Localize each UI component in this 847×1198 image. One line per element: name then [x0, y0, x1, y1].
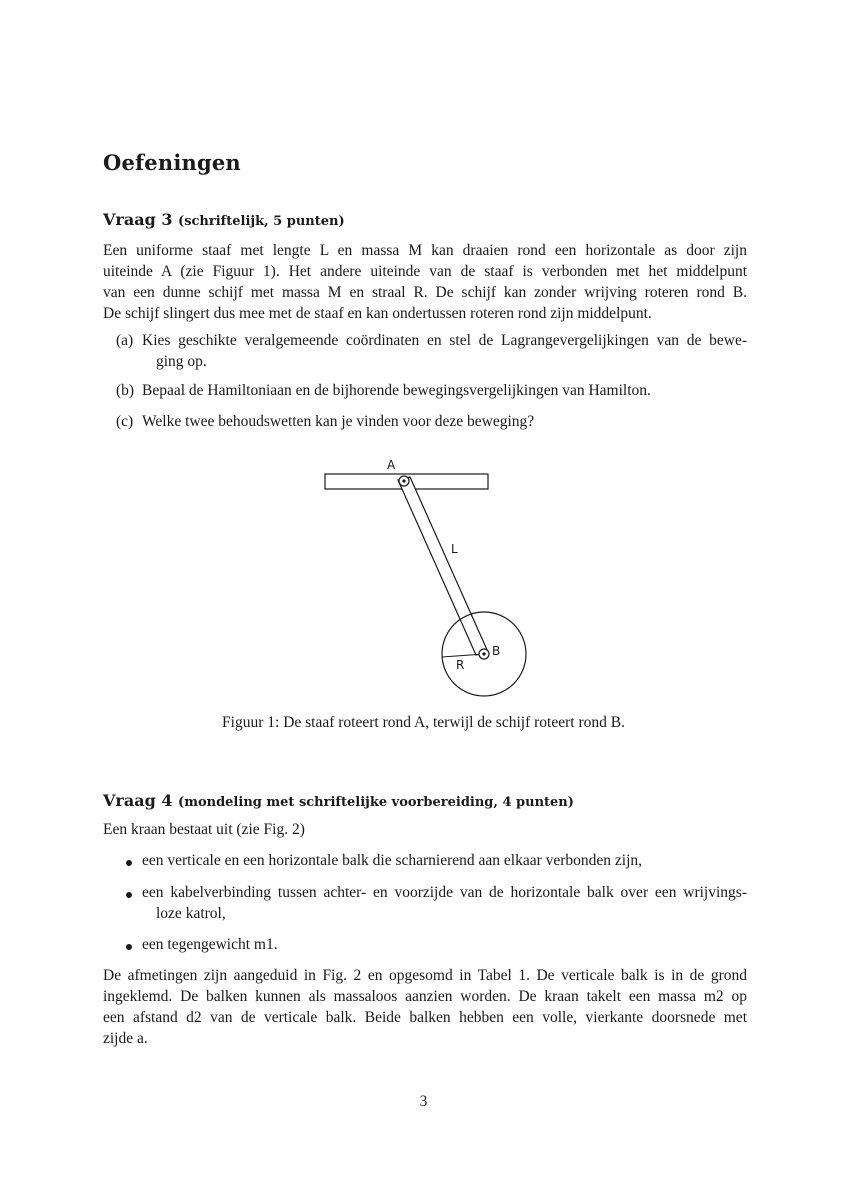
item-c-label: (c)	[116, 413, 134, 430]
q4-bullet-text: een verticale en een horizontale balk die scharnierend aan elkaar verbonden zijn,	[142, 852, 643, 869]
bullet-icon	[126, 944, 132, 950]
q4-closing-line: zijde a.	[103, 1030, 148, 1047]
q3-intro-line: uiteinde A (zie Figuur 1). Het andere uiteinde van de staaf is verbonden met het middelpunt	[103, 263, 747, 280]
item-b-label: (b)	[116, 382, 135, 399]
label-b: B	[492, 644, 501, 658]
question-3-heading	[103, 210, 345, 229]
q3-intro-line: Een uniforme staaf met lengte L en massa M kan draaien rond een horizontale as door zijn	[103, 242, 747, 259]
q4-bullet-text: een tegengewicht m1.	[142, 936, 278, 953]
pivot-b-dot	[482, 652, 485, 655]
rod	[398, 477, 488, 655]
label-l: L	[451, 542, 458, 556]
q4-closing-line: De afmetingen zijn aangeduid in Fig. 2 en opgesomd in Tabel 1. De verticale balk is in de grond	[103, 967, 747, 984]
pivot-a-dot	[402, 479, 405, 482]
label-a: A	[387, 458, 396, 472]
item-c-text: Welke twee behoudswetten kan je vinden voor deze beweging?	[142, 413, 535, 430]
label-r: R	[456, 658, 465, 672]
bullet-icon	[126, 892, 132, 898]
question-3-note: (schriftelijk, 5 punten)	[178, 214, 345, 229]
question-4-heading	[103, 791, 574, 810]
q3-intro-line: van een dunne schijf met massa M en straal R. De schijf kan zonder wrijving roteren rond B.	[103, 284, 747, 301]
question-4-title: Vraag 4	[103, 791, 173, 810]
question-3-title: Vraag 3	[103, 210, 173, 229]
figure-caption: Figuur 1: De staaf roteert rond A, terwijl de schijf roteert rond B.	[222, 714, 625, 731]
bullet-icon	[126, 860, 132, 866]
q4-bullet-text: loze katrol,	[156, 905, 226, 922]
q4-bullet-text: een kabelverbinding tussen achter- en voorzijde van de horizontale balk over een wrijvings-	[142, 884, 747, 901]
q4-closing-line: ingeklemd. De balken kunnen als massaloos aanzien worden. De kraan takelt een massa m2 op	[103, 988, 747, 1005]
figure-pendulum-disk	[318, 456, 533, 701]
item-b-text: Bepaal de Hamiltoniaan en de bijhorende bewegingsvergelijkingen van Hamilton.	[142, 382, 651, 399]
page-title: Oefeningen	[103, 150, 241, 175]
q4-closing-line: een afstand d2 van de verticale balk. Beide balken hebben een volle, vierkante doorsnede met	[103, 1009, 747, 1026]
item-a-label: (a)	[116, 332, 134, 349]
question-4-note: (mondeling met schriftelijke voorbereiding, 4 punten)	[178, 795, 574, 810]
q3-intro-line: De schijf slingert dus mee met de staaf en kan ondertussen roteren rond zijn middelpunt.	[103, 305, 652, 322]
item-a-text: ging op.	[156, 353, 207, 370]
item-a-text: Kies geschikte veralgemeende coördinaten en stel de Lagrangevergelijkingen van de bewe-	[142, 332, 747, 349]
q4-intro: Een kraan bestaat uit (zie Fig. 2)	[103, 821, 305, 838]
page-number: 3	[419, 1093, 428, 1110]
radius-line	[442, 654, 484, 657]
